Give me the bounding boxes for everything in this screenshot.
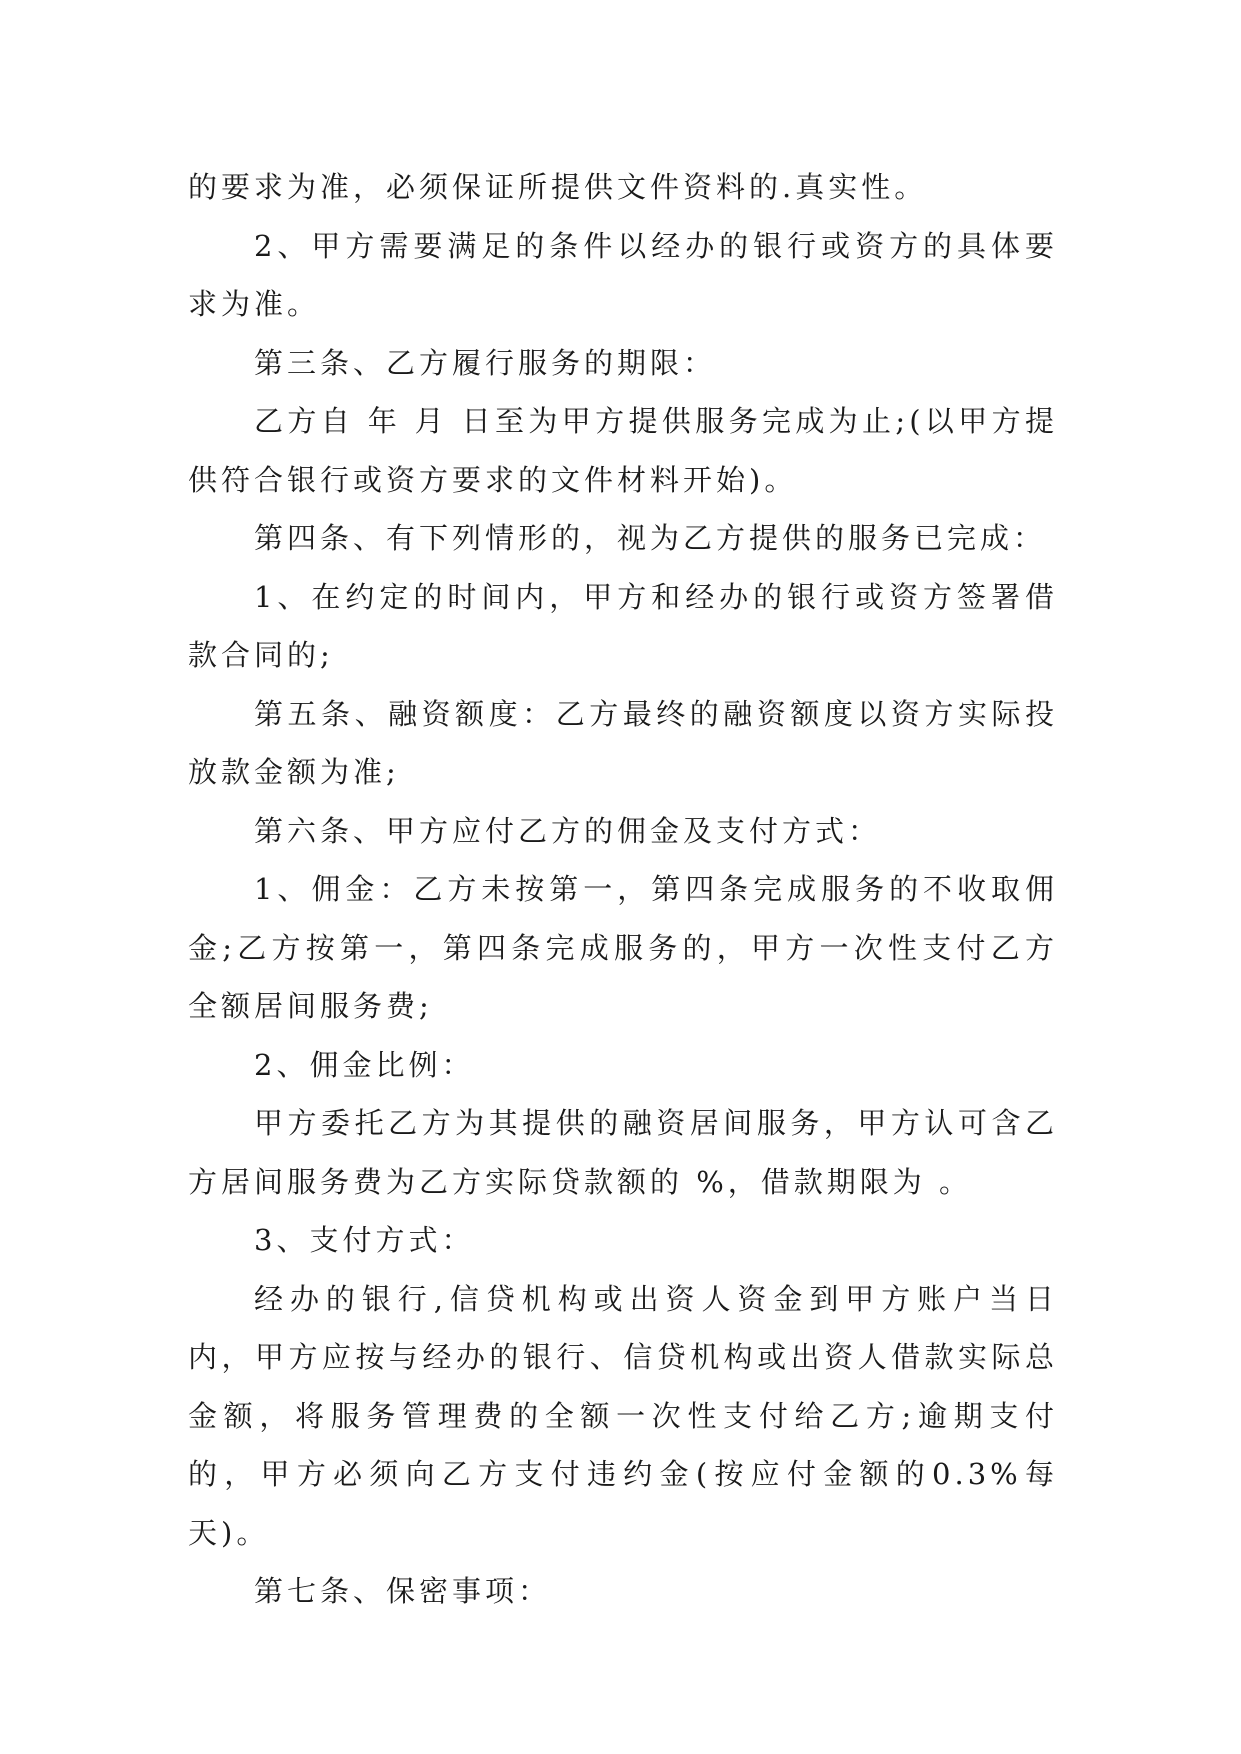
paragraph-article-7-heading: 第七条、保密事项： bbox=[254, 1574, 552, 1608]
paragraph-article-6-heading: 第六条、甲方应付乙方的佣金及支付方式： bbox=[254, 813, 882, 848]
paragraph-article-4-item-1: 1、在约定的时间内，甲方和经办的银行或资方签署借款合同的; bbox=[188, 579, 1058, 672]
paragraph-payment-method-heading: 3、支付方式： bbox=[254, 1223, 475, 1257]
paragraph-article-3-heading: 第三条、乙方履行服务的期限： bbox=[254, 345, 717, 380]
paragraph-commission-ratio: 甲方委托乙方为其提供的融资居间服务，甲方认可含乙方居间服务费为乙方实际贷款额的 %，借款期限为 。 bbox=[188, 1106, 1058, 1199]
paragraph-commission-ratio-heading: 2、佣金比例： bbox=[254, 1047, 475, 1082]
paragraph-commission: 1、佣金：乙方未按第一，第四条完成服务的不收取佣金;乙方按第一，第四条完成服务的，甲方一次性支付乙方全额居间服务费; bbox=[188, 872, 1058, 1023]
paragraph-payment-method: 经办的银行,信贷机构或出资人资金到甲方账户当日内，甲方应按与经办的银行、信贷机构或出资人借款实际总金额，将服务管理费的全额一次性支付给乙方;逾期支付的，甲方必须向乙方支付违约金(按应付金额的0.3%每天)。 bbox=[188, 1281, 1058, 1550]
paragraph-service-period: 乙方自 年 月 日至为甲方提供服务完成为止;(以甲方提供符合银行或资方要求的文件材料开始)。 bbox=[188, 404, 1058, 497]
paragraph-clause-2-conditions: 2、甲方需要满足的条件以经办的银行或资方的具体要求为准。 bbox=[188, 228, 1058, 321]
paragraph-article-4-heading: 第四条、有下列情形的，视为乙方提供的服务已完成： bbox=[254, 521, 1047, 555]
paragraph-article-5: 第五条、融资额度：乙方最终的融资额度以资方实际投放款金额为准; bbox=[188, 696, 1058, 789]
paragraph-requirements-tail: 的要求为准，必须保证所提供文件资料的.真实性。 bbox=[188, 170, 928, 204]
document-body bbox=[188, 158, 1058, 1621]
